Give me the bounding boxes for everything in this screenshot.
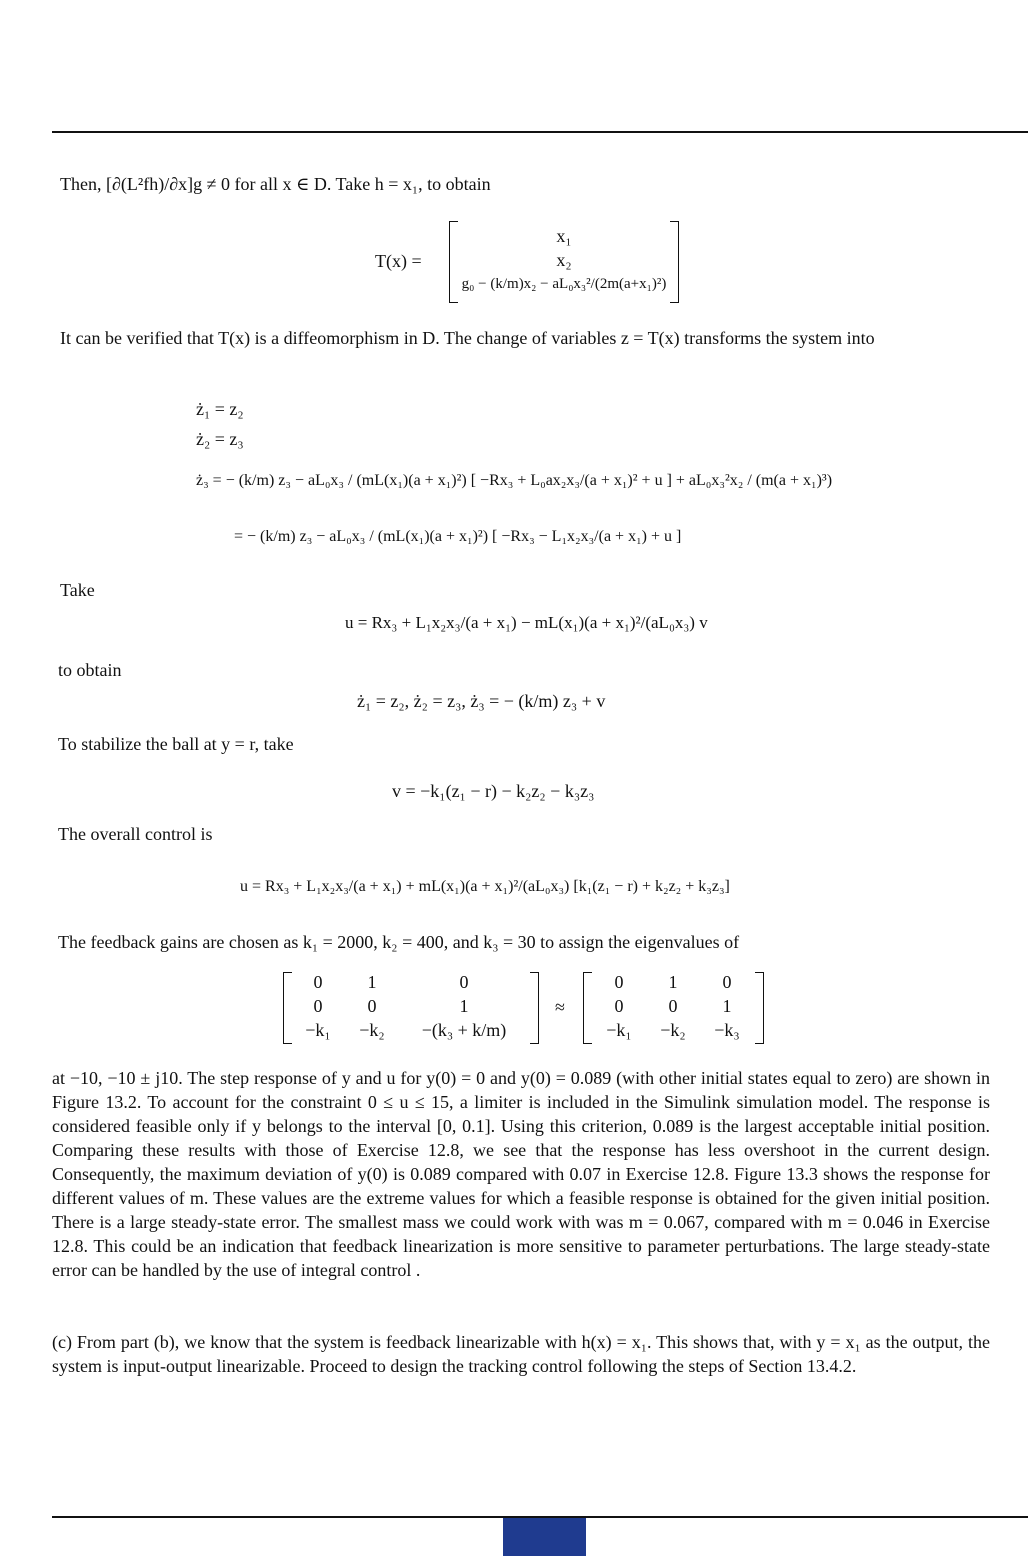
matrix-right-bracket-close bbox=[755, 972, 764, 1044]
part-c-paragraph: (c) From part (b), we know that the system is feedback linearizable with h(x) = x₁. This shows that, with y = x₁ as the output, the system is input-output linearizable. Proceed to design the tracking control following the steps of Section 13.4.2. bbox=[52, 1332, 990, 1376]
approx-sign: ≈ bbox=[555, 997, 565, 1017]
matrix-left-cell: −(k₃ + k/m) bbox=[421, 1020, 507, 1040]
matrix-right-bracket-open bbox=[583, 972, 592, 1044]
matrix-right-cell: 0 bbox=[614, 996, 624, 1016]
matrix-left-cell: 0 bbox=[367, 996, 377, 1016]
equation-z3-line2: = − (k/m) z₃ − aL₀x₃ / (mL(x₁)(a + x₁)²) [ −Rx₃ − L₁x₂x₃/(a + x₁) + u ] bbox=[234, 528, 682, 545]
equation-z1: ż₁ = z₂ bbox=[196, 399, 244, 419]
matrix-right-cell: −k₃ bbox=[714, 1020, 740, 1040]
results-paragraph: at −10, −10 ± j10. The step response of y and u for y(0) = 0 and y(0) = 0.089 (with other initial states equal to zero) are shown in Figure 13.2. To account for the constraint 0 ≤ u ≤ 15, a limiter is included in the Simulink simulation model. The response is considered feasible only if y belongs to the interval [0, 0.1]. Using this criterion, 0.089 is the largest acceptable initial position. Comparing these results with those of Exercise 12.8, we see that the response has less overshoot in the current design. Consequently, the maximum deviation of y(0) is 0.089 compared with 0.07 in Exercise 12.8. Figure 13.3 shows the response for different values of m. These values are the extreme values for which a feasible response is obtained for the given initial position. There is a large steady-state error. The smallest mass we could work with was m = 0.067, compared with m = 0.046 in Exercise 12.8. This could be an indication that feedback linearization is more sensitive to parameter perturbations. The large steady-state error can be handled by the use of integral control . bbox=[52, 1068, 990, 1280]
t-row-2: x₂ bbox=[556, 250, 572, 270]
t-lhs: T(x) = bbox=[375, 251, 422, 271]
gains-line: The feedback gains are chosen as k₁ = 2000, k₂ = 400, and k₃ = 30 to assign the eigenvalues of bbox=[58, 932, 740, 952]
v-definition: v = −k₁(z₁ − r) − k₂z₂ − k₃z₃ bbox=[392, 781, 595, 801]
matrix-right-cell: 1 bbox=[668, 972, 678, 992]
matrix-left-cell: 0 bbox=[313, 972, 323, 992]
to-obtain-label: to obtain bbox=[58, 660, 122, 680]
t-row-1: x₁ bbox=[556, 226, 572, 246]
matrix-right-cell: 0 bbox=[668, 996, 678, 1016]
overall-control-label: The overall control is bbox=[58, 824, 213, 844]
take-label: Take bbox=[60, 580, 95, 600]
then-line: Then, [∂(L²fh)/∂x]g ≠ 0 for all x ∈ D. Take h = x₁, to obtain bbox=[60, 174, 491, 194]
matrix-right-cell: 1 bbox=[722, 996, 732, 1016]
matrix-left-cell: 0 bbox=[459, 972, 469, 992]
matrix-left-cell: −k₁ bbox=[305, 1020, 331, 1040]
u-definition: u = Rx₃ + L₁x₂x₃/(a + x₁) − mL(x₁)(a + x₁)²/(aL₀x₃) v bbox=[345, 613, 708, 632]
z-dynamics: ż₁ = z₂, ż₂ = z₃, ż₃ = − (k/m) z₃ + v bbox=[357, 691, 606, 711]
t-row-3: g₀ − (k/m)x₂ − aL₀x₃²/(2m(a+x₁)²) bbox=[461, 276, 667, 292]
t-bracket-right bbox=[670, 221, 679, 303]
t-bracket-left bbox=[449, 221, 458, 303]
equation-z3-line1: ż₃ = − (k/m) z₃ − aL₀x₃ / (mL(x₁)(a + x₁)²) [ −Rx₃ + L₀ax₂x₃/(a + x₁)² + u ] + aL₀x₃²x₂ / (m(a + x₁)³) bbox=[196, 472, 833, 489]
matrix-left-cell: 1 bbox=[459, 996, 469, 1016]
matrix-left-bracket-open bbox=[283, 972, 292, 1044]
equation-z2: ż₂ = z₃ bbox=[196, 429, 244, 449]
verified-paragraph: It can be verified that T(x) is a diffeomorphism in D. The change of variables z = T(x) transforms the system into bbox=[60, 328, 875, 348]
matrix-right-cell: −k₁ bbox=[606, 1020, 632, 1040]
matrix-right-cell: 0 bbox=[722, 972, 732, 992]
matrix-left-cell: −k₂ bbox=[359, 1020, 385, 1040]
stabilize-line: To stabilize the ball at y = r, take bbox=[58, 734, 294, 754]
matrix-left-cell: 0 bbox=[313, 996, 323, 1016]
header-rule bbox=[52, 131, 1028, 133]
page-number-tab bbox=[503, 1518, 586, 1556]
matrix-right-cell: −k₂ bbox=[660, 1020, 686, 1040]
u-final: u = Rx₃ + L₁x₂x₃/(a + x₁) + mL(x₁)(a + x₁)²/(aL₀x₃) [k₁(z₁ − r) + k₂z₂ + k₃z₃] bbox=[240, 878, 730, 895]
matrix-right-cell: 0 bbox=[614, 972, 624, 992]
matrix-left-cell: 1 bbox=[367, 972, 377, 992]
matrix-left-bracket-close bbox=[530, 972, 539, 1044]
